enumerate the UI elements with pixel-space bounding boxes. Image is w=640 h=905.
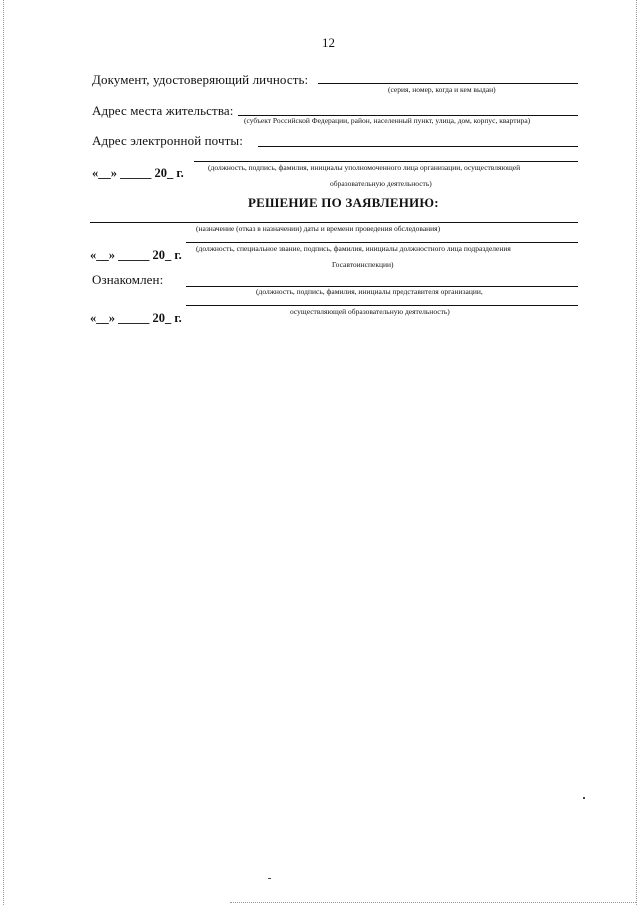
scan-edge-left [3,0,4,905]
inspector-signature-caption-2: Госавтоинспекции) [332,260,394,269]
inspector-signature-caption-1: (должность, специальное звание, подпись, фамилия, инициалы должностного лица подразделения [196,244,511,253]
acknowledged-caption-2: осуществляющей образовательную деятельность) [290,307,450,316]
applicant-signature-caption-2: образовательную деятельность) [330,179,432,188]
residence-address-caption: (субъект Российской Федерации, район, населенный пункт, улица, дом, корпус, квартира) [244,116,531,125]
acknowledged-date-month: _____ [118,311,150,325]
acknowledged-date[interactable] [90,311,182,326]
page-number: 12 [322,35,335,50]
decision-caption: (назначение (отказ в назначении) даты и времени проведения обследования) [196,224,441,233]
email-address-field[interactable] [258,146,578,147]
applicant-date-year: 20_ г. [154,166,184,180]
acknowledged-field-2[interactable] [186,305,578,306]
scan-speck [583,797,585,799]
email-address-label: Адрес электронной почты: [92,133,243,148]
residence-address-label: Адрес места жительства: [92,103,234,118]
applicant-signature-caption-1: (должность, подпись, фамилия, инициалы уполномоченного лица организации, осуществляющей [208,163,521,172]
scan-edge-bottom [230,902,636,903]
identity-document-label: Документ, удостоверяющий личность: [92,72,309,87]
inspector-date-month: _____ [118,248,150,262]
decision-title: РЕШЕНИЕ ПО ЗАЯВЛЕНИЮ: [248,195,439,210]
identity-document-field[interactable] [318,83,578,84]
inspector-date-year: 20_ г. [152,248,182,262]
scan-speck [268,878,271,879]
acknowledged-label: Ознакомлен: [92,272,164,287]
inspector-signature-field[interactable] [186,242,578,243]
applicant-date[interactable] [92,166,184,181]
acknowledged-date-year: 20_ г. [152,311,182,325]
applicant-date-month: _____ [120,166,152,180]
identity-document-caption: (серия, номер, когда и кем выдан) [388,85,496,94]
applicant-signature-field[interactable] [194,161,578,162]
applicant-date-day: «__» [92,166,117,180]
acknowledged-caption-1: (должность, подпись, фамилия, инициалы представителя организации, [256,287,483,296]
decision-field[interactable] [90,222,578,223]
scan-edge-right [636,0,637,905]
inspector-date-day: «__» [90,248,115,262]
inspector-date[interactable] [90,248,182,263]
acknowledged-date-day: «__» [90,311,115,325]
